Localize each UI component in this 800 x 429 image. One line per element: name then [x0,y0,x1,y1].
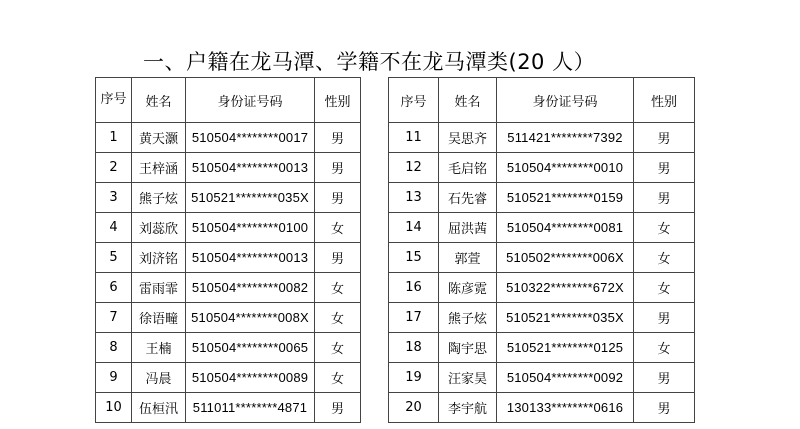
id-number-cell: 510521********035X [186,183,315,213]
name-cell: 郭萱 [439,243,497,273]
id-number-cell: 510504********0100 [186,213,315,243]
gender-cell: 男 [634,153,695,183]
table-row [96,273,361,303]
seq-cell: 13 [389,183,439,213]
table-row [96,393,361,423]
id-number-cell: 510504********0017 [186,123,315,153]
seq-cell: 1 [96,123,132,153]
gender-cell: 女 [315,333,361,363]
name-cell: 冯晨 [132,363,186,393]
id-number-cell: 510504********0089 [186,363,315,393]
name-cell: 王梓涵 [132,153,186,183]
id-number-cell: 510504********0092 [497,363,634,393]
table-row [96,213,361,243]
header-id-number: 身份证号码 [497,78,634,123]
seq-cell: 17 [389,303,439,333]
id-number-cell: 511421********7392 [497,123,634,153]
table-row [96,153,361,183]
id-number-cell: 510521********0125 [497,333,634,363]
table-row [96,183,361,213]
name-cell: 熊子炫 [132,183,186,213]
id-number-cell: 130133********0616 [497,393,634,423]
name-cell: 刘蕊欣 [132,213,186,243]
header-gender: 性别 [634,78,695,123]
header-name: 姓名 [132,78,186,123]
id-number-cell: 510504********0082 [186,273,315,303]
name-cell: 吴思齐 [439,123,497,153]
header-seq: 序号 [96,78,132,123]
name-cell: 汪家昊 [439,363,497,393]
seq-cell: 3 [96,183,132,213]
name-cell: 雷雨霏 [132,273,186,303]
gender-cell: 女 [634,333,695,363]
id-number-cell: 510502********006X [497,243,634,273]
table-row [389,243,695,273]
header-seq: 序号 [389,78,439,123]
name-cell: 陈彦霓 [439,273,497,303]
gender-cell: 女 [315,363,361,393]
gender-cell: 男 [634,123,695,153]
seq-cell: 12 [389,153,439,183]
seq-cell: 15 [389,243,439,273]
table-row [389,273,695,303]
gender-cell: 男 [634,393,695,423]
name-cell: 毛启铭 [439,153,497,183]
name-cell: 王楠 [132,333,186,363]
table-row [389,213,695,243]
id-number-cell: 510504********008X [186,303,315,333]
seq-cell: 9 [96,363,132,393]
id-number-cell: 510322********672X [497,273,634,303]
table-row [96,333,361,363]
seq-cell: 19 [389,363,439,393]
gender-cell: 男 [634,303,695,333]
student-table-left [95,77,361,423]
seq-cell: 20 [389,393,439,423]
table-row [389,393,695,423]
table-row [389,303,695,333]
seq-cell: 5 [96,243,132,273]
name-cell: 徐语疃 [132,303,186,333]
gender-cell: 男 [315,183,361,213]
table-row [389,123,695,153]
name-cell: 陶宇思 [439,333,497,363]
gender-cell: 男 [315,243,361,273]
name-cell: 伍桓汛 [132,393,186,423]
seq-cell: 11 [389,123,439,153]
id-number-cell: 510504********0013 [186,153,315,183]
table-row [96,363,361,393]
table-row [389,333,695,363]
seq-cell: 7 [96,303,132,333]
header-name: 姓名 [439,78,497,123]
gender-cell: 女 [315,273,361,303]
gender-cell: 女 [634,273,695,303]
seq-cell: 18 [389,333,439,363]
table-row [389,183,695,213]
id-number-cell: 511011********4871 [186,393,315,423]
table-row [96,243,361,273]
seq-cell: 14 [389,213,439,243]
table-row [389,363,695,393]
gender-cell: 男 [315,153,361,183]
id-number-cell: 510504********0010 [497,153,634,183]
name-cell: 石先睿 [439,183,497,213]
seq-cell: 6 [96,273,132,303]
name-cell: 屈洪茜 [439,213,497,243]
seq-cell: 2 [96,153,132,183]
gender-cell: 男 [315,393,361,423]
id-number-cell: 510521********0159 [497,183,634,213]
seq-cell: 16 [389,273,439,303]
gender-cell: 女 [315,213,361,243]
seq-cell: 10 [96,393,132,423]
student-table-right [388,77,695,423]
id-number-cell: 510521********035X [497,303,634,333]
id-number-cell: 510504********0081 [497,213,634,243]
name-cell: 熊子炫 [439,303,497,333]
gender-cell: 男 [634,183,695,213]
name-cell: 李宇航 [439,393,497,423]
gender-cell: 男 [634,363,695,393]
name-cell: 黄天灏 [132,123,186,153]
id-number-cell: 510504********0013 [186,243,315,273]
name-cell: 刘济铭 [132,243,186,273]
table-row [96,123,361,153]
page-title: 一、户籍在龙马潭、学籍不在龙马潭类(20 人） [143,50,596,74]
table-row [389,153,695,183]
seq-cell: 4 [96,213,132,243]
gender-cell: 女 [634,243,695,273]
gender-cell: 女 [634,213,695,243]
table-row [96,303,361,333]
table-header-row [389,78,695,123]
id-number-cell: 510504********0065 [186,333,315,363]
gender-cell: 男 [315,123,361,153]
header-id-number: 身份证号码 [186,78,315,123]
seq-cell: 8 [96,333,132,363]
header-gender: 性别 [315,78,361,123]
gender-cell: 女 [315,303,361,333]
table-header-row [96,78,361,123]
